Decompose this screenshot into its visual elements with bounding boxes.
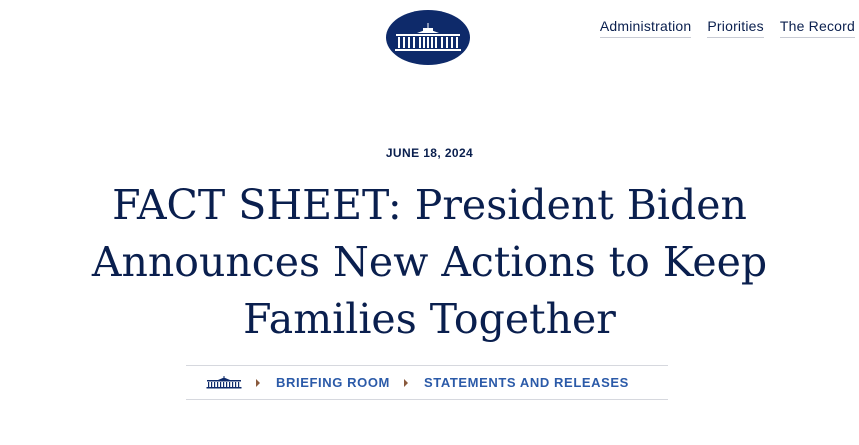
white-house-logo[interactable] <box>386 10 470 65</box>
title-line-2: Announces New Actions to Keep <box>91 238 768 286</box>
nav-administration[interactable]: Administration <box>600 18 692 38</box>
nav-the-record[interactable]: The Record <box>780 18 855 38</box>
breadcrumb <box>186 365 668 400</box>
breadcrumb-separator-icon <box>256 379 260 387</box>
breadcrumb-separator-icon <box>404 379 408 387</box>
breadcrumb-statements-and-releases[interactable]: STATEMENTS AND RELEASES <box>423 375 629 390</box>
article-date: JUNE 18, 2024 <box>385 146 474 160</box>
title-line-1: FACT SHEET: President Biden <box>112 181 747 229</box>
breadcrumb-home[interactable] <box>206 376 242 389</box>
white-house-icon <box>206 376 242 389</box>
main-nav <box>600 18 855 38</box>
article-title <box>0 177 859 348</box>
title-line-3: Families Together <box>243 295 616 343</box>
breadcrumb-briefing-room[interactable]: BRIEFING ROOM <box>276 375 390 390</box>
white-house-seal-icon <box>393 23 463 53</box>
nav-priorities[interactable]: Priorities <box>707 18 763 38</box>
